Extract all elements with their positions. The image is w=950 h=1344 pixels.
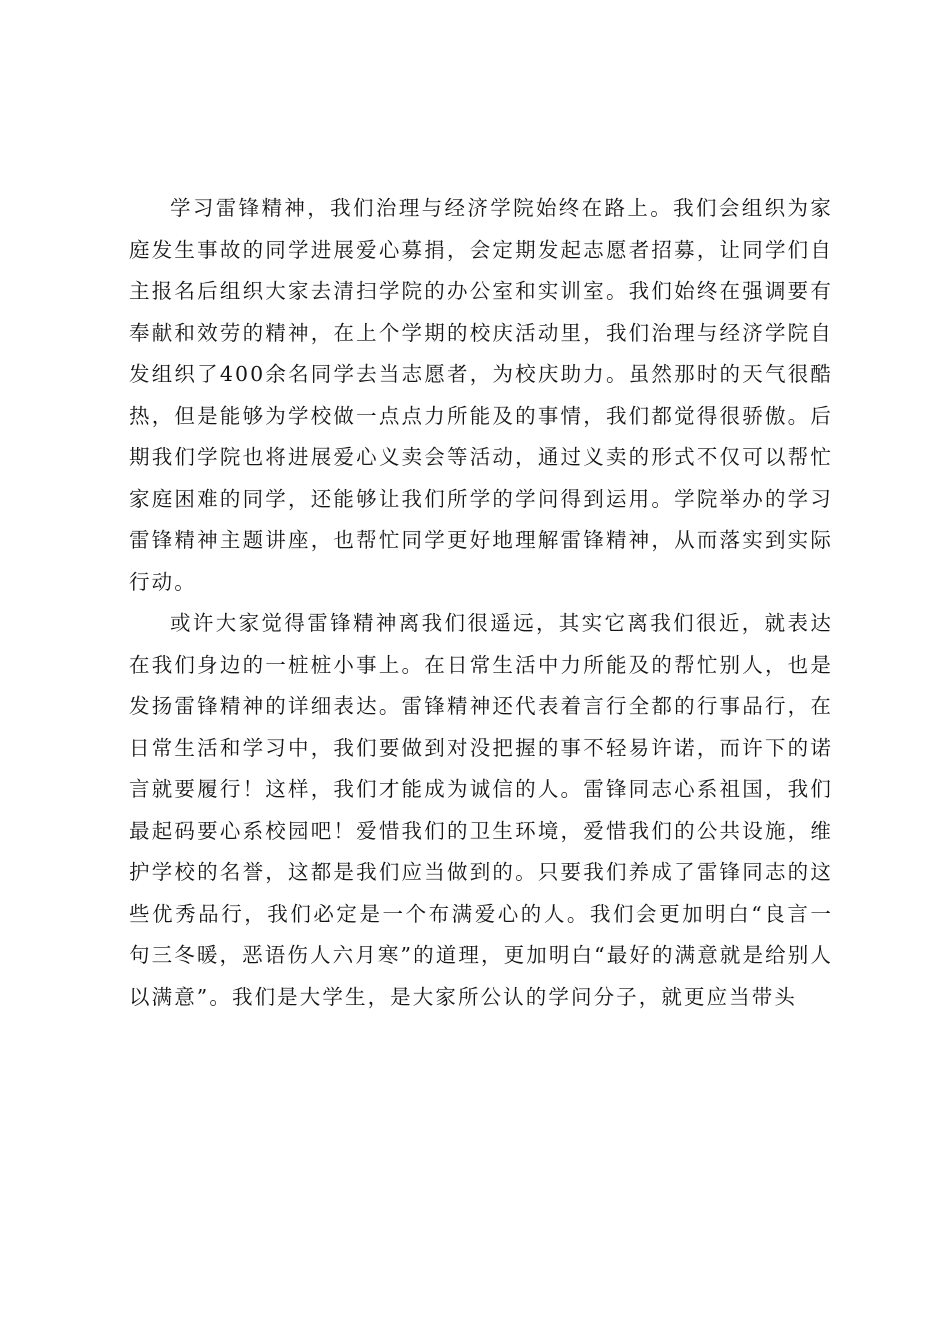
paragraph-2: 或许大家觉得雷锋精神离我们很遥远，其实它离我们很近，就表达在我们身边的一桩桩小事上。在日常生活中力所能及的帮忙别人，也是发扬雷锋精神的详细表达。雷锋精神还代表着言行全都的行事品行，在日常生活和学习中，我们要做到对没把握的事不轻易许诺，而许下的诺言就要履行！这样，我们才能成为诚信的人。雷锋同志心系祖国，我们最起码要心系校园吧！爱惜我们的卫生环境，爱惜我们的公共设施，维护学校的名誉，这都是我们应当做到的。只要我们养成了雷锋同志的这些优秀品行，我们必定是一个布满爱心的人。我们会更加明白“良言一句三冬暖，恶语伤人六月寒”的道理，更加明白“最好的满意就是给别人以满意”。我们是大学生，是大家所公认的学问分子，就更应当带头 — [129, 611, 833, 1009]
document-body — [129, 188, 833, 1018]
paragraph-1: 学习雷锋精神，我们治理与经济学院始终在路上。我们会组织为家庭发生事故的同学进展爱心募捐，会定期发起志愿者招募，让同学们自主报名后组织大家去清扫学院的办公室和实训室。我们始终在强调要有奉献和效劳的精神，在上个学期的校庆活动里，我们治理与经济学院自发组织了400余名同学去当志愿者，为校庆助力。虽然那时的天气很酷热，但是能够为学校做一点点力所能及的事情，我们都觉得很骄傲。后期我们学院也将进展爱心义卖会等活动，通过义卖的形式不仅可以帮忙家庭困难的同学，还能够让我们所学的学问得到运用。学院举办的学习雷锋精神主题讲座，也帮忙同学更好地理解雷锋精神，从而落实到实际行动。 — [129, 196, 833, 594]
